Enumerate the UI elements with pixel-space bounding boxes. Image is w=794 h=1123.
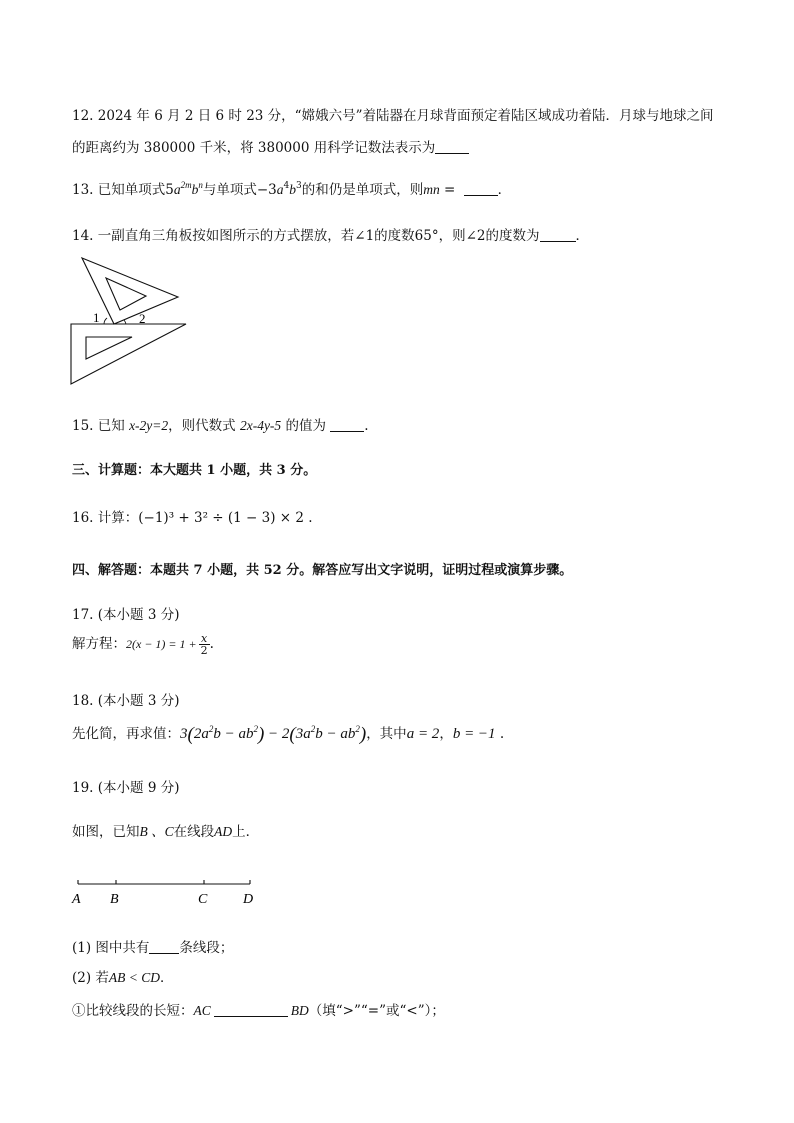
- q16-line: 16. 计算：(−1)³ + 3² ÷ (1 − 3) × 2 .: [72, 510, 313, 526]
- section3-heading: 三、计算题：本大题共 1 小题，共 3 分。: [72, 463, 317, 478]
- q12-line1: 12. 2024 年 6 月 2 日 6 时 23 分，“嫦娥六号”着陆器在月球背面预定着陆区域成功着陆．月球与地球之间: [72, 108, 714, 124]
- q19-segment-figure: [66, 874, 266, 910]
- point-label-b: B: [110, 892, 119, 907]
- q19-intro: [72, 820, 259, 840]
- q14-answer-blank: [540, 229, 576, 242]
- q15-prefix: 15. 已知: [72, 418, 130, 434]
- q13-suffix: 的和仍是单项式，则: [301, 182, 424, 198]
- q17-title: 17. (本小题 3 分): [72, 607, 180, 623]
- q19-part1-blank: [149, 941, 179, 954]
- q15-answer-blank: [330, 419, 364, 432]
- q14-text-d: 的度数为: [485, 228, 540, 244]
- q19-sub1-a: ①比较线段的长短：: [72, 1003, 194, 1019]
- q19-part2-b: ．: [160, 970, 174, 986]
- q13-line: 13. 已知单项式$5a^{2m}b^n$与单项式$-3a^4b^3$的和仍是单项式，则mn = ．: [72, 180, 512, 198]
- q14-triangle-figure: [66, 252, 196, 392]
- lower-set-square: [71, 324, 186, 384]
- q14-angle2: ∠2: [465, 228, 486, 244]
- q18-line: 先化简，再求值：$3(2a^2b - ab^2) - 2(3a^2b - ab^2)$，其中a = 2，b = −1 .: [72, 724, 505, 745]
- q15-line: 15. 已知 x-2y=2，则代数式 2x-4y-5 的值为 .: [72, 418, 369, 434]
- q13-monomial-2: $-3a^4b^3$: [256, 181, 302, 198]
- q12-answer-blank: [435, 141, 469, 154]
- point-label-d: D: [243, 892, 254, 907]
- q19-part1: [72, 936, 233, 956]
- q19-part2-a: (2) 若: [72, 970, 109, 986]
- q16-prefix: 16. 计算：: [72, 510, 139, 526]
- q18-prefix: 先化简，再求值：: [72, 726, 180, 742]
- q18-cond-b: b = −1: [452, 726, 496, 742]
- q19-intro-c: 上．: [232, 824, 260, 840]
- q19-sub1-b: （填“>”“=”或“<”）；: [308, 1003, 445, 1019]
- q14-angle1: ∠1: [354, 228, 375, 244]
- q13-equals: =: [439, 182, 460, 198]
- q19-part1-b: 条线段；: [179, 940, 234, 956]
- q19-sub1-blank: [214, 1004, 288, 1017]
- q14-text-a: 14. 一副直角三角板按如图所示的方式摆放，若: [72, 228, 355, 244]
- q13-prefix: 13. 已知单项式: [72, 182, 166, 198]
- q14-text-c: ，则: [438, 228, 466, 244]
- q19-sub1-bd: BD: [290, 1003, 309, 1018]
- q13-mid: 与单项式: [202, 182, 257, 198]
- q19-sub1-ac: AC: [193, 1003, 211, 1018]
- q16-expression: (−1)³ + 3² ÷ (1 − 3) × 2: [138, 510, 304, 526]
- point-label-c: C: [198, 892, 208, 907]
- q18-cond-prefix: ，其中: [366, 726, 407, 742]
- q19-part1-a: (1) 图中共有: [72, 940, 150, 956]
- q12-line2-text: 的距离约为 380000 千米，将 380000 用科学记数法表示为: [72, 140, 436, 156]
- q14-line: 14. 一副直角三角板按如图所示的方式摆放，若∠1的度数65°，则∠2的度数为 ．: [72, 228, 590, 244]
- section4-heading: 四、解答题：本题共 7 小题，共 52 分。解答应写出文字说明，证明过程或演算步骤。: [72, 563, 573, 578]
- q19-sub1: [72, 999, 445, 1019]
- q13-target: mn: [423, 182, 440, 197]
- q19-points: B 、C: [139, 824, 174, 839]
- q17-prefix: 解方程：: [72, 636, 126, 652]
- q13-monomial-1: $5a^{2m}b^n$: [165, 180, 203, 198]
- upper-set-square-hole: [106, 278, 146, 310]
- q17-equation-lhs: 2(x − 1) = 1 +: [126, 637, 197, 651]
- q19-part2: [72, 966, 174, 986]
- q17-fraction: $\frac{x}{2}$: [200, 632, 208, 657]
- q15-mid: ，则代数式: [168, 418, 240, 434]
- q18-expression: $3(2a^2b - ab^2) - 2(3a^2b - ab^2)$: [180, 724, 367, 745]
- point-label-a: A: [72, 892, 81, 907]
- q19-intro-b: 在线段: [173, 824, 215, 840]
- q18-title: 18. (本小题 3 分): [72, 693, 180, 709]
- angle-1-arc: [104, 318, 107, 324]
- q15-suffix: 的值为: [281, 418, 331, 434]
- q13-answer-blank: [464, 183, 498, 196]
- q19-part2-cond: AB < CD: [108, 970, 161, 985]
- q14-text-b: 的度数: [374, 228, 415, 244]
- q18-cond-a: a = 2: [406, 726, 440, 742]
- q15-condition: x-2y=2: [129, 418, 169, 433]
- q15-expression: 2x-4y-5: [239, 418, 282, 433]
- q17-line: 解方程：2(x − 1) = 1 + $\frac{x}{2}$ .: [72, 632, 214, 657]
- angle-2-arc: [124, 320, 126, 324]
- q19-segment: AD: [214, 824, 233, 839]
- q19-title: 19. (本小题 9 分): [72, 780, 180, 796]
- q14-value: 65°: [414, 228, 439, 244]
- q19-intro-a: 如图，已知: [72, 824, 140, 840]
- angle-1-label: 1: [93, 310, 100, 325]
- q12-line2: [72, 136, 469, 156]
- angle-2-label: 2: [139, 311, 146, 326]
